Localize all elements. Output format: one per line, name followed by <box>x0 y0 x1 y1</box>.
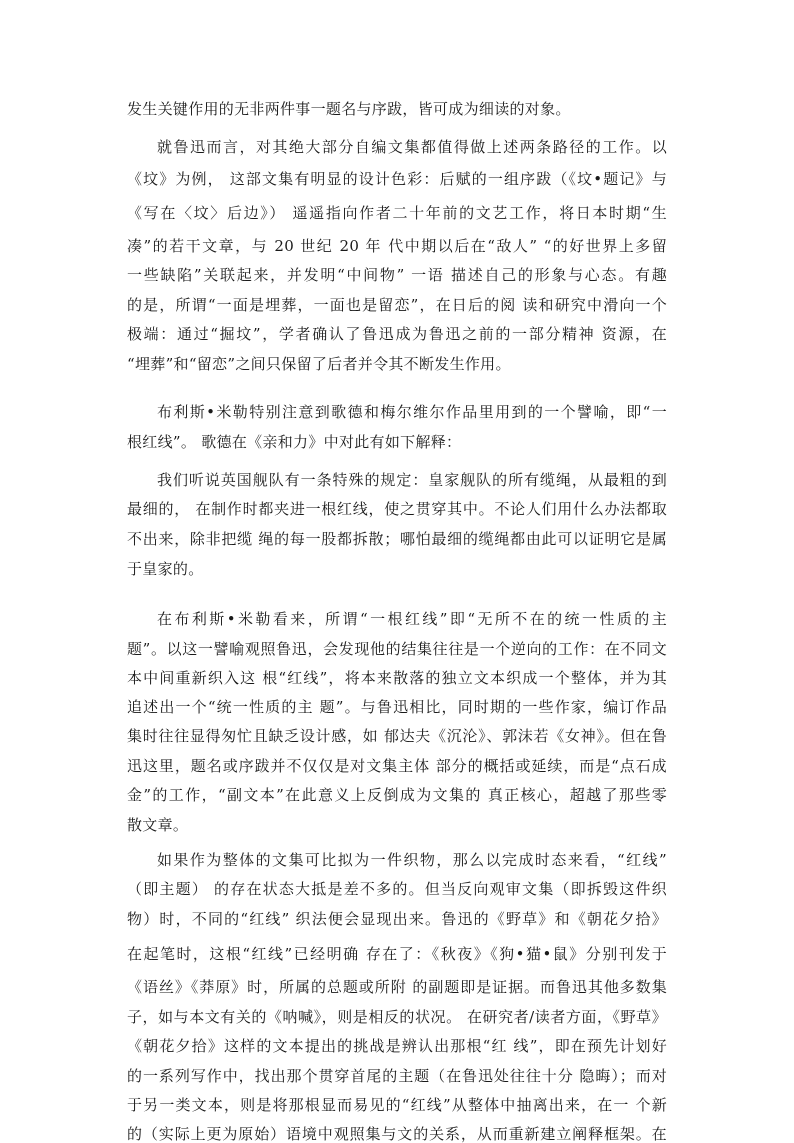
text-line: 《朝花夕拾》这样的文本提出的挑战是辨认出那根“红 线”，即在预先计划好 <box>127 1037 667 1055</box>
text-line: 发生关键作用的无非两件事一题名与序跋，皆可成为细读的对象。 <box>127 100 571 118</box>
text-line: 《写在〈坟〉后边》） 遥遥指向作者二十年前的文艺工作，将日本时期“生 <box>127 204 667 222</box>
text-line: 《语丝》《莽原》时，所属的总题或所附 的副题即是证据。而鲁迅其他多数集 <box>127 978 667 996</box>
quote-line: 我们听说英国舰队有一条特殊的规定：皇家舰队的所有缆绳，从最粗的到 <box>157 471 667 489</box>
text-line: 于另一类文本，则是将那根显而易见的“红线”从整体中抽离出来，在一 个新 <box>127 1096 667 1114</box>
text-line: 题”。以这一譬喻观照鲁迅，会发现他的结集往往是一个逆向的工作：在不同文 <box>127 640 667 658</box>
text-line: 就鲁迅而言，对其绝大部分自编文集都值得做上述两条路径的工作。以 <box>157 138 667 156</box>
text-line: （即主题） 的存在状态大抵是差不多的。但当反向观审文集（即拆毁这件织 <box>127 880 667 898</box>
text-line: 金”的工作，“副文本”在此意义上反倒成为文集的 真正核心，超越了那些零 <box>127 786 667 804</box>
text-line: 追述出一个“统一性质的主 题”。与鲁迅相比，同时期的一些作家，编订作品 <box>127 698 667 716</box>
text-line: 集时往往显得匆忙且缺乏设计感，如 郁达夫《沉沦》、郭沫若《女神》。但在鲁 <box>127 727 667 745</box>
text-line: 《坟》为例， 这部文集有明显的设计色彩：后赋的一组序跋（《坟•题记》与 <box>127 170 667 188</box>
text-line: 子，如与本文有关的《呐喊》，则是相反的状况。 在研究者/读者方面，《野草》 <box>127 1008 667 1026</box>
text-line: 本中间重新织入这 根“红线”，将本来散落的独立文本织成一个整体，并为其 <box>127 669 667 687</box>
text-line: 极端：通过“掘坟”，学者确认了鲁迅成为鲁迅之前的一部分精神 资源，在 <box>127 325 667 343</box>
text-line: 的是，所谓“一面是埋葬，一面也是留恋”，在日后的阅 读和研究中滑向一个 <box>127 296 667 314</box>
quote-line: 于皇家的。 <box>127 560 204 578</box>
text-line: 在布利斯•米勒看来，所谓“一根红线”即“无所不在的统一性质的主 <box>157 610 667 628</box>
text-line: 在起笔时，这根“红线”已经明确 存在了：《秋夜》《狗•猫•鼠》分别刊发于 <box>127 945 667 963</box>
text-line: 如果作为整体的文集可比拟为一件织物，那么以完成时态来看，“红线” <box>157 851 667 869</box>
quote-line: 最细的， 在制作时都夹进一根红线，使之贯穿其中。不论人们用什么办法都取 <box>127 500 667 518</box>
text-line: 物）时，不同的“红线” 织法便会显现出来。鲁迅的《野草》和《朝花夕拾》 <box>127 910 667 928</box>
quote-line: 不出来，除非把缆 绳的每一股都拆散；哪怕最细的缆绳都由此可以证明它是属 <box>127 530 667 548</box>
text-line: 散文章。 <box>127 816 189 834</box>
text-line: 布利斯•米勒特别注意到歌德和梅尔维尔作品里用到的一个譬喻，即“一 <box>157 403 667 421</box>
text-line: 的一系列写作中，找出那个贯穿首尾的主题（在鲁迅处往往十分 隐晦）；而对 <box>127 1067 667 1085</box>
text-line: 凑”的若干文章，与 20 世纪 20 年 代中期以后在“敌人” “的好世界上多留 <box>127 237 667 255</box>
text-line: 的（实际上更为原始）语境中观照集与文的关系，从而重新建立阐释框架。在 <box>127 1125 667 1143</box>
text-line: 根红线”。 歌德在《亲和力》中对此有如下解释： <box>127 433 462 451</box>
text-line: “埋葬”和“留恋”之间只保留了后者并令其不断发生作用。 <box>127 355 511 373</box>
text-line: 迅这里，题名或序跋并不仅仅是对文集主体 部分的概括或延续，而是“点石成 <box>127 757 667 775</box>
text-line: 一些缺陷”关联起来，并发明“中间物” 一语 描述自己的形象与心态。有趣 <box>127 266 667 284</box>
